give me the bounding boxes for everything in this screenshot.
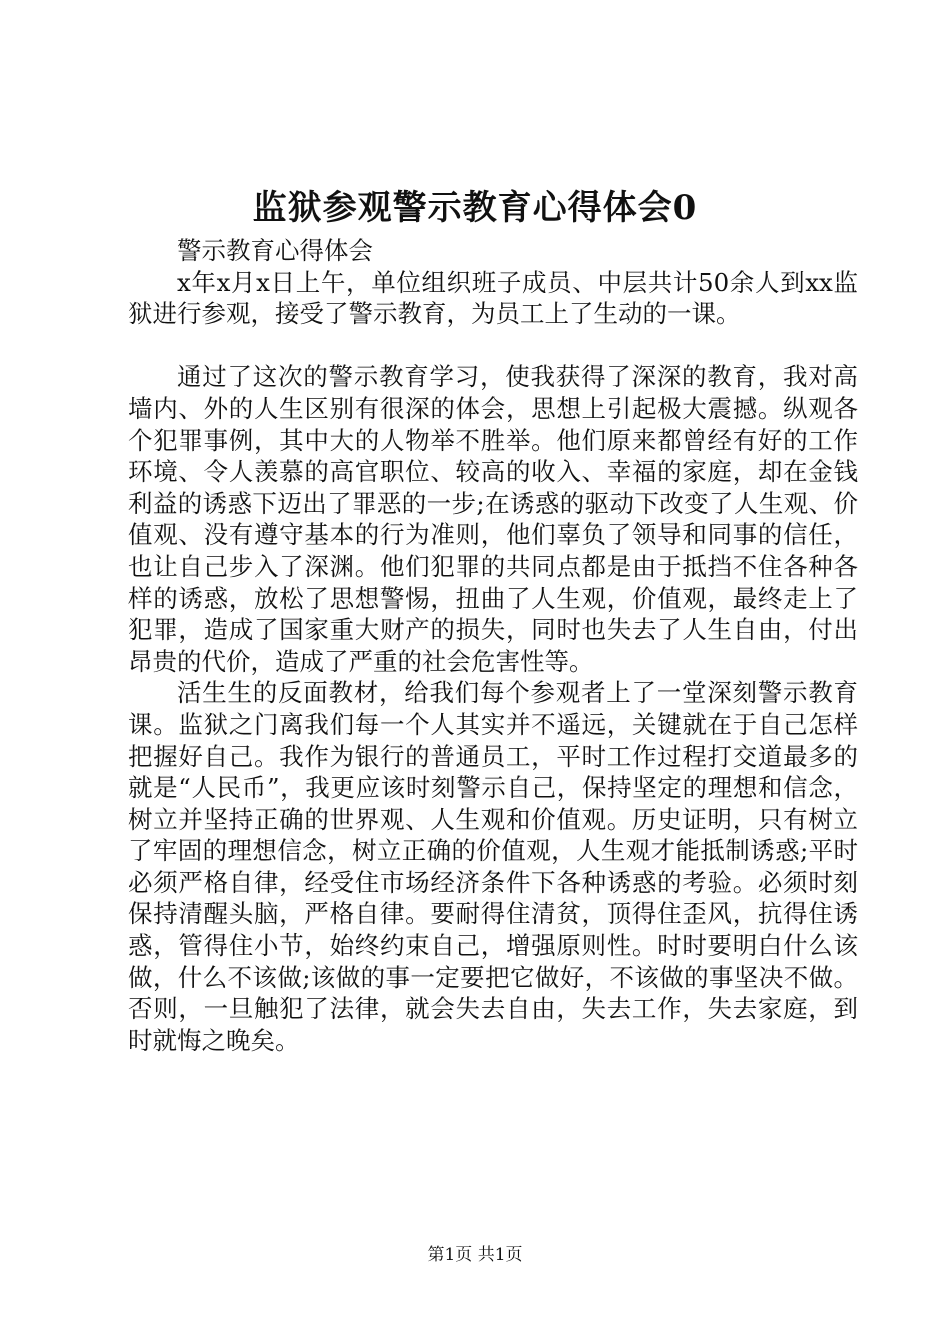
document-body [128,235,858,1056]
page-footer: 第1页 共1页 [427,1245,523,1265]
paragraph-lesson: 活生生的反面教材，给我们每个参观者上了一堂深刻警示教育课。监狱之门离我们每一个人其实并不遥远，关键就在于自己怎样把握好自己。我作为银行的普通员工，平时工作过程打交道最多的就是“人民币”，我更应该时刻警示自己，保持坚定的理想和信念，树立并坚持正确的世界观、人生观和价值观。历史证明，只有树立了牢固的理想信念，树立正确的价值观，人生观才能抵制诱惑;平时必须严格自律，经受住市场经济条件下各种诱惑的考验。必须时刻保持清醒头脑，严格自律。要耐得住清贫，顶得住歪风，抗得住诱惑，管得住小节，始终约束自己，增强原则性。时时要明白什么该做，什么不该做;该做的事一定要把它做好，不该做的事坚决不做。否则，一旦触犯了法律，就会失去自由，失去工作，失去家庭，到时就悔之晚矣。 [128,678,858,1055]
paragraph-reflection: 通过了这次的警示教育学习，使我获得了深深的教育，我对高墙内、外的人生区别有很深的体会，思想上引起极大震撼。纵观各个犯罪事例，其中大的人物举不胜举。他们原来都曾经有好的工作环境、令人羡慕的高官职位、较高的收入、幸福的家庭，却在金钱利益的诱惑下迈出了罪恶的一步;在诱惑的驱动下改变了人生观、价值观、没有遵守基本的行为准则，他们辜负了领导和同事的信任，也让自己步入了深渊。他们犯罪的共同点都是由于抵挡不住各种各样的诱惑，放松了思想警惕，扭曲了人生观，价值观，最终走上了犯罪，造成了国家重大财产的损失，同时也失去了人生自由，付出昂贵的代价，造成了严重的社会危害性等。 [128,362,858,676]
document-title: 监狱参观警示教育心得体会0 [252,188,698,228]
paragraph-intro: x年x月x日上午，单位组织班子成员、中层共计50余人到xx监狱进行参观，接受了警示教育，为员工上了生动的一课。 [128,267,858,329]
paragraph-subtitle: 警示教育心得体会 [177,236,373,265]
